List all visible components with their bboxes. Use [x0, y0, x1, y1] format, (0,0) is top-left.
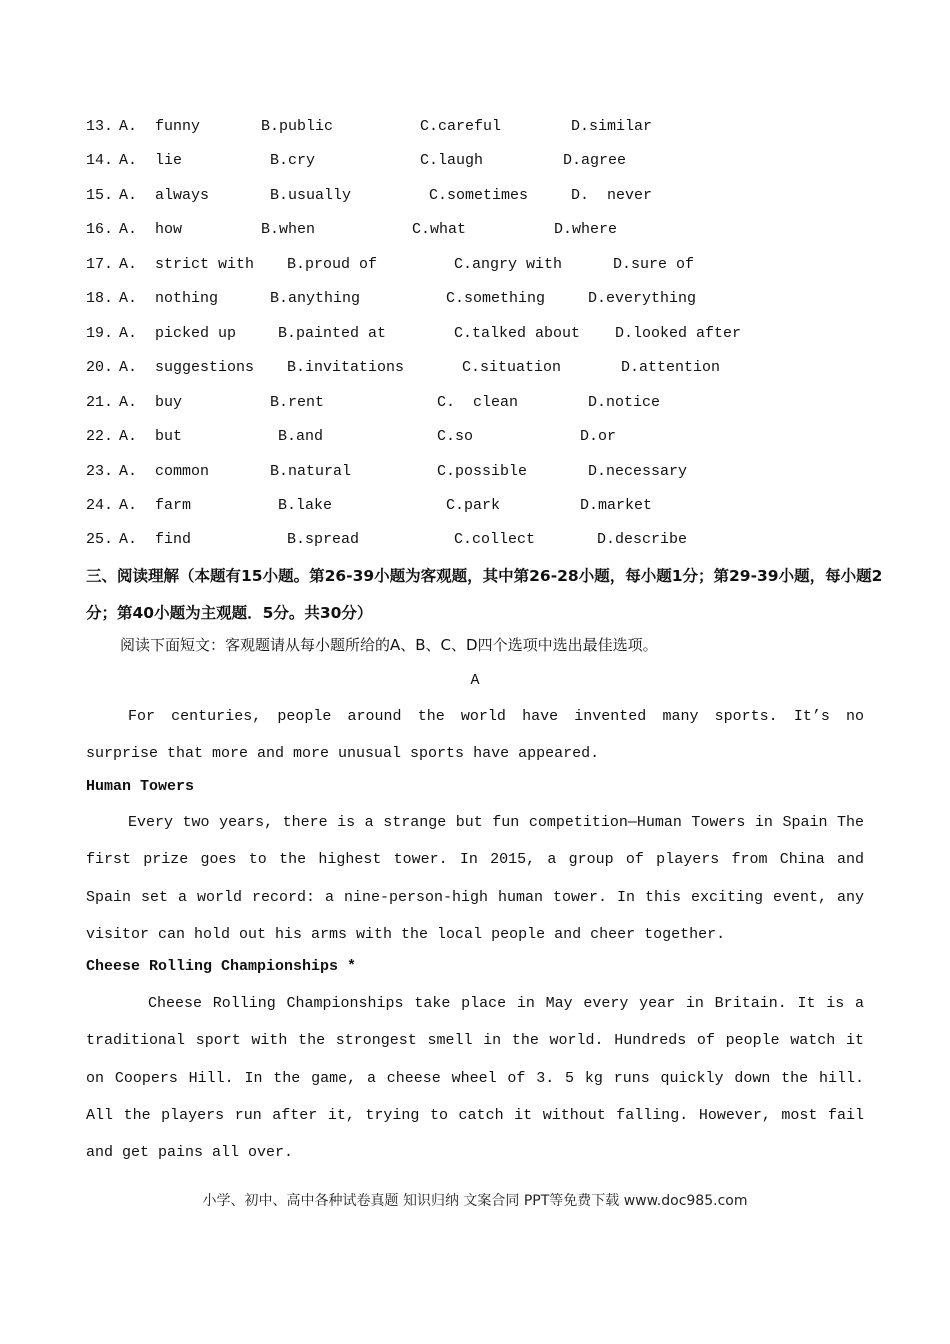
option-d: D.where [554, 221, 618, 239]
human-towers-title: Human Towers [86, 778, 195, 795]
question-number: 25. [86, 531, 114, 549]
question-number: 13. [86, 118, 114, 135]
option-b: B.cry [270, 152, 316, 170]
option-d: D.sure of [613, 255, 695, 273]
option-a: A. funny [119, 118, 201, 135]
option-row [0, 394, 950, 416]
option-c: C.situation [462, 359, 562, 377]
option-a: A. nothing [119, 290, 219, 308]
option-c: C.collect [454, 531, 536, 549]
question-number: 19. [86, 324, 114, 342]
option-b: B.proud of [287, 255, 378, 273]
option-c: C.so [437, 428, 474, 446]
question-number: 23. [86, 462, 114, 480]
question-number: 24. [86, 496, 114, 514]
option-row [0, 187, 950, 209]
option-row [0, 221, 950, 243]
option-row [0, 118, 950, 140]
option-b: B.spread [287, 531, 360, 549]
footer-ad: 小学、初中、高中各种试卷真题 知识归纳 文案合同 PPT等免费下载 www.doc985.com [202, 1193, 748, 1209]
human-towers-paragraph: Every two years, there is a strange but fun competition—Human Towers in Spain The first prize goes to the highest tower. In 2015, a group of players from China and Spain set a world record: a nine-person-high human tower. In this exciting event, any visitor can hold out his arms with the local people and cheer together. [86, 814, 864, 943]
option-row [0, 359, 950, 381]
option-row [0, 152, 950, 174]
option-d: D.attention [621, 359, 721, 377]
option-d: D.describe [597, 531, 688, 549]
option-b: B.public [261, 118, 334, 135]
option-d: D.looked after [615, 324, 742, 342]
question-number: 18. [86, 290, 114, 308]
option-row [0, 290, 950, 312]
option-b: B.anything [270, 290, 361, 308]
instruction: 阅读下面短文：客观题请从每小题所给的A、B、C、D四个选项中选出最佳选项。 [120, 636, 658, 654]
option-a: A. how [119, 221, 183, 239]
option-a: A. farm [119, 496, 192, 514]
option-b: B.lake [278, 496, 333, 514]
option-c: C.what [412, 221, 467, 239]
option-c: C.careful [420, 118, 502, 135]
question-number: 22. [86, 428, 114, 446]
option-row [0, 531, 950, 553]
option-a: A. always [119, 186, 210, 204]
option-row [0, 497, 950, 519]
question-number: 20. [86, 359, 114, 377]
option-b: B.and [278, 428, 324, 446]
option-row [0, 428, 950, 450]
option-row [0, 463, 950, 485]
question-number: 15. [86, 186, 114, 204]
option-a: A. strict with [119, 255, 255, 273]
option-c: C.laugh [420, 152, 484, 170]
option-d: D.market [580, 496, 653, 514]
cheese-paragraph: Cheese Rolling Championships take place in May every year in Britain. It is a traditional sport with the strongest smell in the world. Hundreds of people watch it on Coopers Hill. In the game, a cheese wheel of 3. 5 kg runs quickly down the hill. All the players run after it, trying to catch it without falling. However, most fail and get pains all over. [86, 995, 864, 1162]
question-number: 21. [86, 393, 114, 411]
option-c: C.something [446, 290, 546, 308]
question-number: 16. [86, 221, 114, 239]
option-a: A. picked up [119, 324, 237, 342]
option-d: D.everything [588, 290, 697, 308]
option-d: D.or [580, 428, 617, 446]
option-c: C.angry with [454, 255, 563, 273]
option-c: C.talked about [454, 324, 581, 342]
option-b: B.natural [270, 462, 352, 480]
cheese-title: Cheese Rolling Championships * [86, 958, 357, 975]
section-heading: 三、阅读理解（本题有15小题。第26-39小题为客观题，其中第26-28小题，每小题1分；第29-39小题，每小题2分；第40小题为主观题．5分。共30分） [86, 567, 883, 622]
option-a: A. find [119, 531, 192, 549]
option-row [0, 325, 950, 347]
option-a: A. but [119, 428, 183, 446]
option-b: B.painted at [278, 324, 387, 342]
option-a: A. suggestions [119, 359, 255, 377]
option-a: A. common [119, 462, 210, 480]
option-b: B.usually [270, 186, 352, 204]
option-row [0, 256, 950, 278]
option-d: D. never [571, 186, 653, 204]
option-b: B.when [261, 221, 316, 239]
option-d: D.similar [571, 118, 653, 135]
passage-label: A [470, 672, 480, 689]
question-number: 17. [86, 255, 114, 273]
option-d: D.notice [588, 393, 661, 411]
option-d: D.necessary [588, 462, 688, 480]
option-a: A. lie [119, 152, 183, 170]
option-c: C.sometimes [429, 186, 529, 204]
option-c: C.possible [437, 462, 528, 480]
option-d: D.agree [563, 152, 627, 170]
option-a: A. buy [119, 393, 183, 411]
option-c: C.park [446, 496, 501, 514]
option-b: B.rent [270, 393, 325, 411]
option-c: C. clean [437, 393, 519, 411]
intro-paragraph: For centuries, people around the world have invented many sports. It’s no surprise that more and more unusual sports have appeared. [86, 708, 864, 763]
option-b: B.invitations [287, 359, 405, 377]
question-number: 14. [86, 152, 114, 170]
